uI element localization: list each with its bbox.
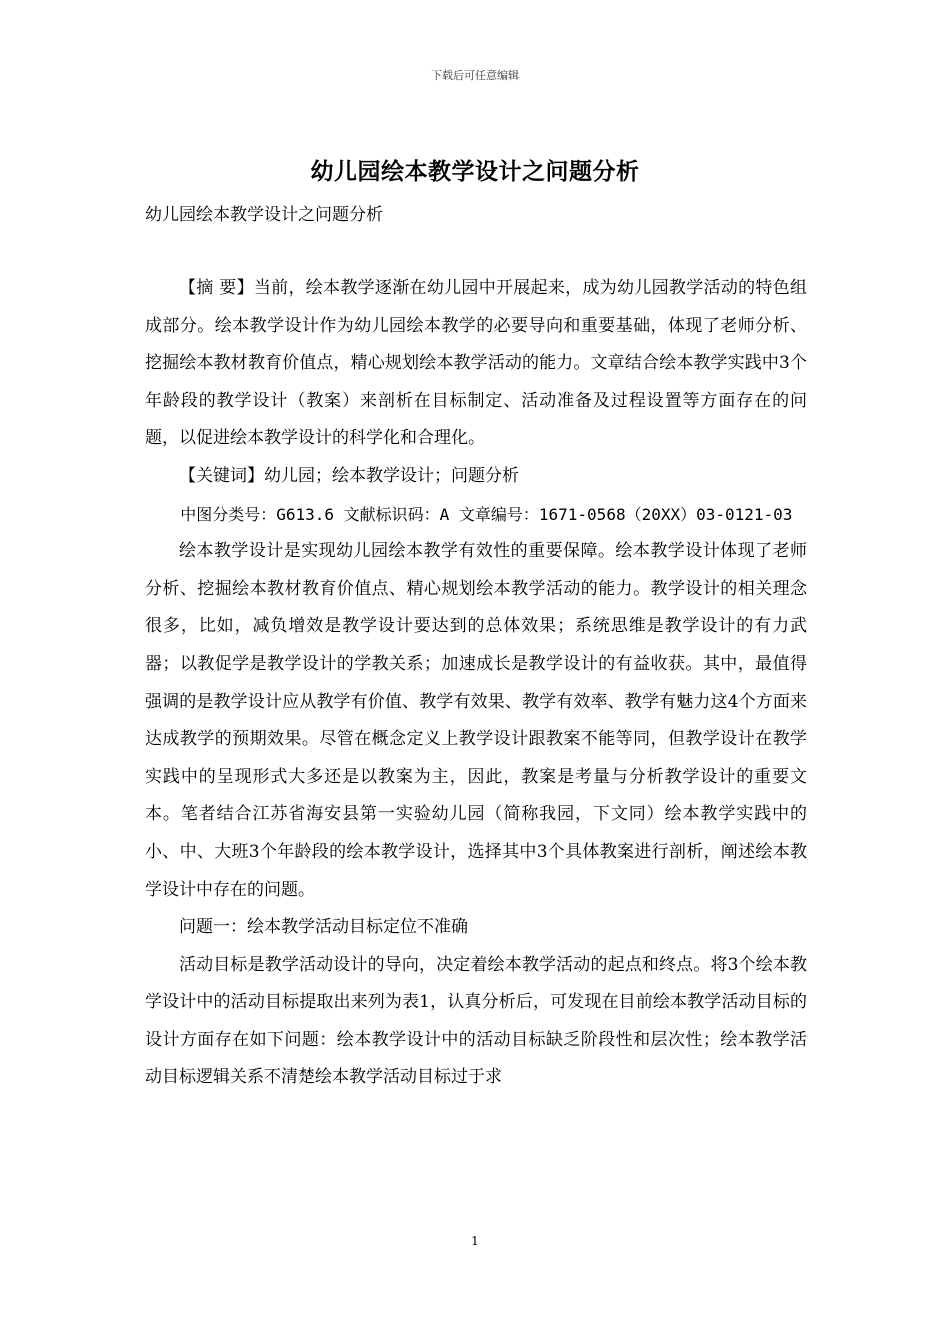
- body-paragraph-1: 绘本教学设计是实现幼儿园绘本教学有效性的重要保障。绘本教学设计体现了老师分析、挖掘绘本教材教育价值点、精心规划绘本教学活动的能力。教学设计的相关理念很多，比如，减负增效是教学设计要达到的总体效果；系统思维是教学设计的有力武器；以教促学是教学设计的学教关系；加速成长是教学设计的有益收获。其中，最值得强调的是教学设计应从教学有价值、教学有效果、教学有效率、教学有魅力这4个方面来达成教学的预期效果。尽管在概念定义上教学设计跟教案不能等同，但教学设计在教学实践中的呈现形式大多还是以教案为主，因此，教案是考量与分析教学设计的重要文本。笔者结合江苏省海安县第一实验幼儿园（简称我园，下文同）绘本教学实践中的小、中、大班3个年龄段的绘本教学设计，选择其中3个具体教案进行剖析，阐述绘本教学设计中存在的问题。: [145, 541, 807, 900]
- page-number: 1: [471, 1234, 479, 1248]
- header-note: 下载后可任意编辑: [431, 69, 519, 82]
- body-paragraph-2: 活动目标是教学活动设计的导向，决定着绘本教学活动的起点和终点。将3个绘本教学设计中的活动目标提取出来列为表1，认真分析后，可发现在目前绘本教学活动目标的设计方面存在如下问题：绘本教学设计中的活动目标缺乏阶段性和层次性；绘本教学活动目标逻辑关系不清楚绘本教学活动目标过于求: [145, 954, 807, 1088]
- abstract-paragraph: 【摘 要】当前，绘本教学逐渐在幼儿园中开展起来，成为幼儿园教学活动的特色组成部分。绘本教学设计作为幼儿园绘本教学的必要导向和重要基础，体现了老师分析、挖掘绘本教材教育价值点，精心规划绘本教学活动的能力。文章结合绘本教学实践中3个年龄段的教学设计（教案）来剖析在目标制定、活动准备及过程设置等方面存在的问题，以促进绘本教学设计的科学化和合理化。: [145, 278, 807, 449]
- document-subtitle: 幼儿园绘本教学设计之问题分析: [145, 205, 383, 225]
- document-title: 幼儿园绘本教学设计之问题分析: [310, 158, 640, 185]
- section-heading: 问题一：绘本教学活动目标定位不准确: [179, 917, 468, 938]
- classification-paragraph: 中图分类号：G613.6 文献标识码：A 文章编号：1671-0568（20XX）03-0121-03: [180, 504, 793, 524]
- keywords-paragraph: 【关键词】幼儿园；绘本教学设计；问题分析: [179, 465, 519, 486]
- body-text: [145, 270, 807, 1097]
